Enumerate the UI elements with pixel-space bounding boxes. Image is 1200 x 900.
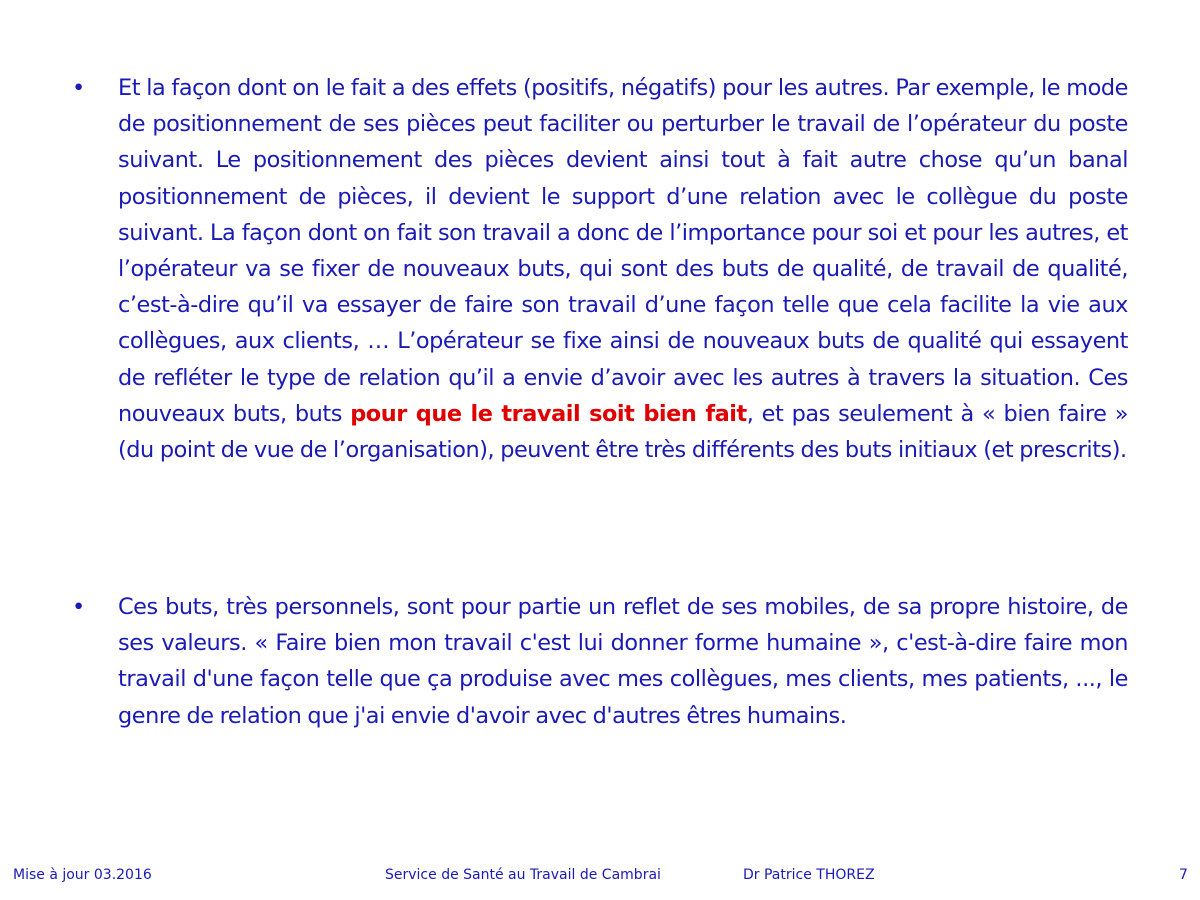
bullet-text-1 [118,70,1128,468]
bullet-icon: • [72,75,85,101]
bullet-text-1-part-1: Et la façon dont on le fait a des effets (positifs, négatifs) pour les autres. Par exemple, le mode de positionnement de ses pièces peut faciliter ou perturber le travail de l’opérateur du poste suivant. Le positionnement des pièces devient ainsi tout à fait autre chose qu’un banal positionnement de pièces, il devient le support d’une relation avec le collègue du poste suivant. La façon dont on fait son travail a donc de l’importance pour soi et pour les autres, et l’opérateur va se fixer de nouveaux buts, qui sont des buts de qualité, de travail de qualité, c’est-à-dire qu’il va essayer de faire son travail d’une façon telle que cela facilite la vie aux collègues, aux clients, … L’opérateur se fixe ainsi de nouveaux buts de qualité qui essayent de refléter le type de relation qu’il a envie d’avoir avec les autres à travers la situation. Ces nouveaux buts, buts [118,75,1128,427]
footer-update-date: Mise à jour 03.2016 [13,867,152,883]
bullet-text-1-part-2: , et pas seulement à « bien faire » (du point de vue de l’organisation), peuvent être très différents des buts initiaux (et prescrits). [118,400,1128,464]
bullet-text-2: Ces buts, très personnels, sont pour partie un reflet de ses mobiles, de sa propre histoire, de ses valeurs. « Faire bien mon travail c'est lui donner forme humaine », c'est-à-dire faire mon travail d'une façon telle que ça produise avec mes collègues, mes clients, mes patients, ..., le genre de relation que j'ai envie d'avoir avec d'autres êtres humains. [118,594,1128,729]
footer-author: Dr Patrice THOREZ [743,867,875,883]
page-number: 7 [1179,867,1188,883]
emphasis-text: pour que le travail soit bien fait [350,400,747,427]
footer-service-name: Service de Santé au Travail de Cambrai [385,867,661,883]
bullet-icon: • [72,594,85,620]
bullet-item-1 [72,70,1128,468]
bullet-item-2 [72,589,1128,734]
